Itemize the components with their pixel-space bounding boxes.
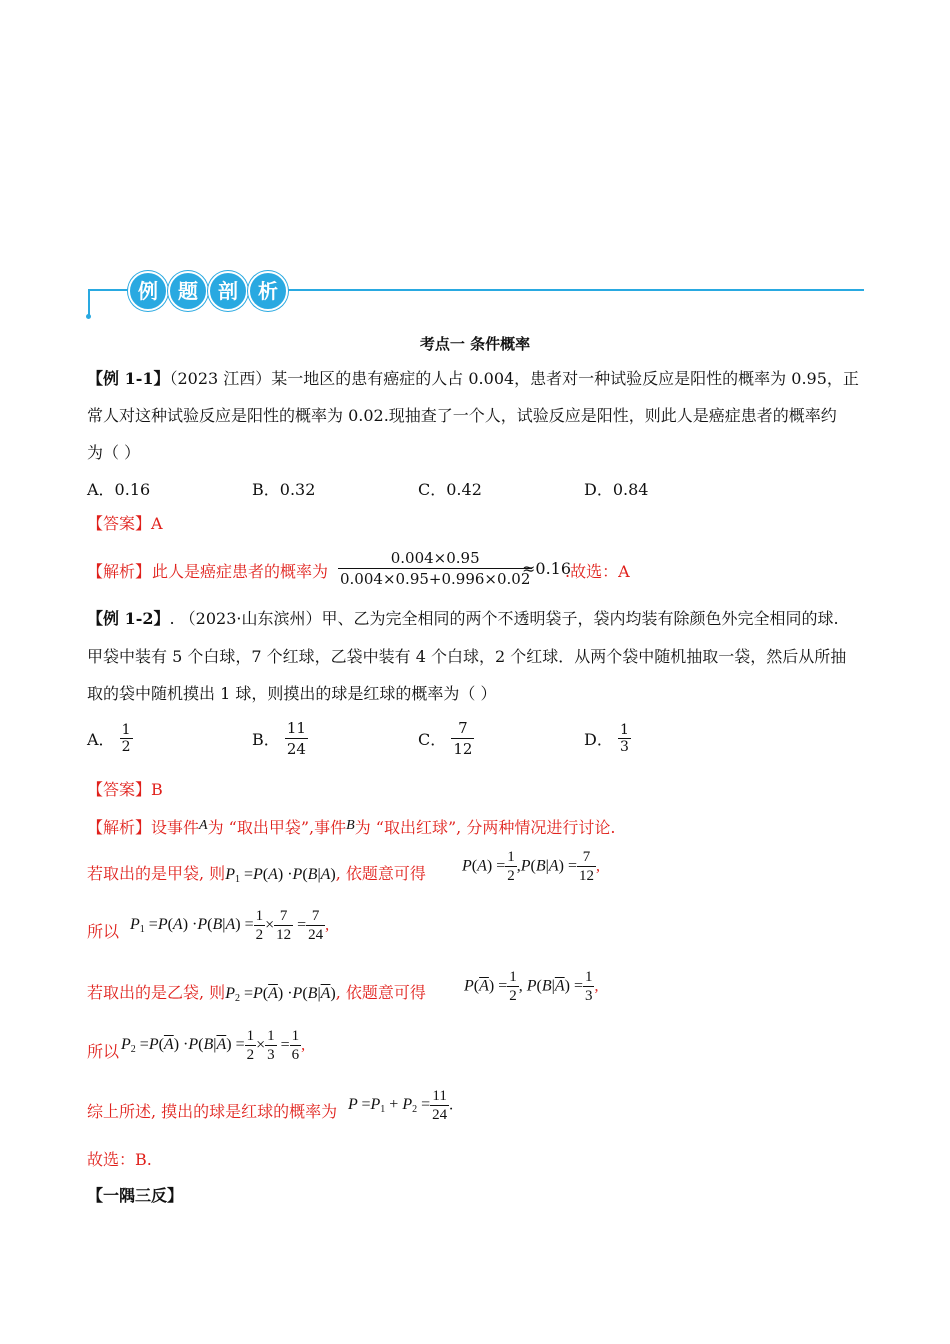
ex2-line3: 取的袋中随机摸出 1 球，则摸出的球是红球的概率为（ ） [87, 684, 497, 703]
ex1-option-b: B．0.32 [252, 480, 316, 499]
ex2-answer: 【答案】B [87, 780, 163, 799]
ex1-answer: 【答案】A [87, 514, 163, 533]
ex2-option-d: D． $\frac{1}{3}$ [584, 722, 629, 755]
ex2-line2: 甲袋中装有 5 个白球，7 个红球，乙袋中装有 4 个白球，2 个红球．从两个袋中随机抽取一袋，然后从所抽 [87, 647, 847, 666]
ex2-option-c: C． $\frac{7}{12}$ [418, 719, 473, 758]
footer-heading: 【一隅三反】 [87, 1186, 184, 1205]
ex2-case2: 若取出的是乙袋, 则$P_2 =P(\overline{A}) \cdot P(B|\overline{A})$, 依题意可得 [87, 983, 426, 1004]
ex1-option-c: C．0.42 [418, 480, 482, 499]
ex2-final: 故选：B. [87, 1150, 152, 1169]
ex1-conclusion: .故选：A [565, 562, 630, 581]
banner-char-1: 例 [128, 271, 168, 311]
ex2-analysis: 【解析】设事件A为 “取出甲袋”,事件B为 “取出红球”, 分两种情况进行讨论. [87, 818, 616, 837]
ex2-tag: 【例 1-2】 [87, 609, 170, 628]
ex2-case1: 若取出的是甲袋, 则$P_1 =P(A) \cdot P(B|A)$, 依题意可得 [87, 864, 426, 885]
ex1-line3: 为（ ） [87, 443, 141, 462]
ex1-line1-text: （2023 江西）某一地区的患有癌症的人占 0.004，患者对一种试验反应是阳性的概率为 0.95，正 [169, 369, 859, 388]
banner-char-4: 析 [248, 271, 288, 311]
ex1-analysis-text: 此人是癌症患者的概率为 [152, 562, 329, 581]
section-title: 考点一 条件概率 [419, 335, 531, 353]
ex2-so1-formula: $P_1 =P(A) \cdot P(B|A)$ = $\frac{1}{2}$ × $\frac{7}{12}$ = $\frac{7}{24}$ , [130, 908, 330, 943]
ex1-analysis-label: 【解析】 [87, 562, 152, 581]
ex2-summary-formula: $P =P_1 + P_2$ = $\frac{11}{24}$ . [348, 1088, 454, 1123]
ex1-line2: 常人对这种试验反应是阳性的概率为 0.02.现抽查了一个人，试验反应是阳性，则此人是癌症患者的概率约 [87, 406, 837, 425]
ex2-line1 [87, 609, 839, 629]
ex1-line1 [87, 369, 859, 389]
ex1-fraction-num: 0.004×0.95 [390, 549, 480, 567]
ex2-case1-values: P(A) = $\frac{1}{2}$ ,P(B|A) = $\frac{7}{12}$ , [462, 849, 600, 884]
ex2-option-a: A． $\frac{1}{2}$ [87, 722, 131, 755]
ex1-approx: ≈0.16 [522, 559, 572, 578]
ex2-so2-label: 所以 [87, 1042, 120, 1061]
ex2-summary: 综上所述, 摸出的球是红球的概率为 [87, 1102, 338, 1121]
banner-left-bar [88, 289, 90, 317]
ex2-case2-values: $P(\overline{A})$ = $\frac{1}{2}$ , $P(B|\overline{A})$ = $\frac{1}{3}$ , [464, 969, 599, 1004]
ex1-option-d: D．0.84 [584, 480, 649, 499]
banner-char-3: 剖 [208, 271, 248, 311]
banner-char-2: 题 [168, 271, 208, 311]
ex2-so1-label: 所以 [87, 922, 120, 941]
ex1-fraction [338, 548, 532, 589]
banner-dot [86, 314, 91, 319]
ex1-tag: 【例 1-1】 [87, 369, 170, 388]
ex1-fraction-den: 0.004×0.95+0.996×0.02 [340, 570, 531, 588]
ex2-so2-formula: $P_2 =P(\overline{A}) \cdot P(B|\overline{A})$ = $\frac{1}{2}$ × $\frac{1}{3}$ = $\frac{1}{6}$ , [121, 1028, 306, 1063]
ex2-line1-text: . （2023·山东滨州）甲、乙为完全相同的两个不透明袋子，袋内均装有除颜色外完全相同的球. [169, 609, 839, 628]
ex2-option-b: B． $\frac{11}{24}$ [252, 719, 306, 758]
ex1-option-a: A．0.16 [87, 480, 151, 499]
